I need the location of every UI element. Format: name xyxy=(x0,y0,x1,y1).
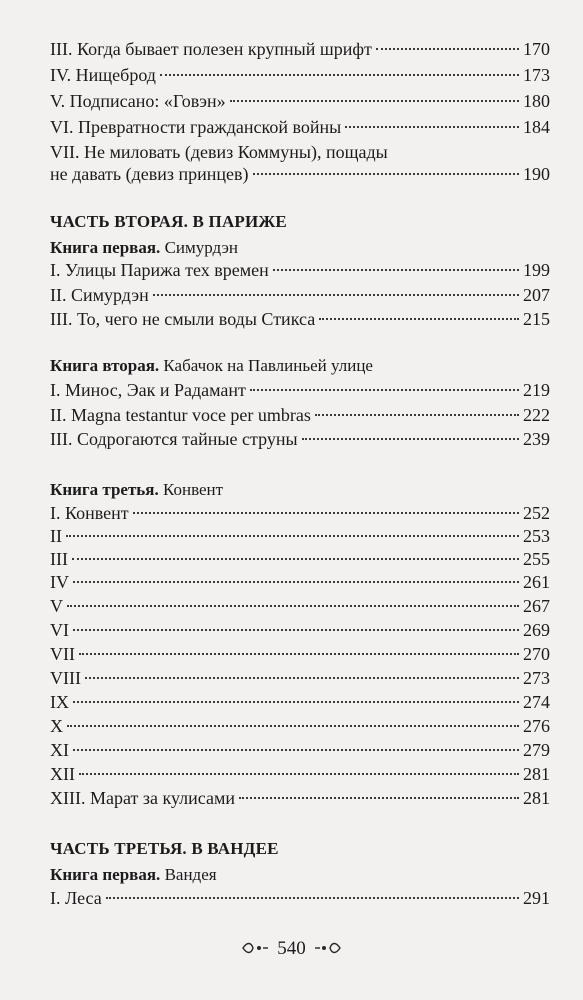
part-heading: ЧАСТЬ ВТОРАЯ. В ПАРИЖЕ xyxy=(50,212,287,231)
toc-entry-title: VI xyxy=(50,620,69,640)
toc-entry-page: 215 xyxy=(523,309,550,329)
toc-entry xyxy=(50,502,550,524)
toc-entry-page: 253 xyxy=(523,526,550,546)
toc-entry-title: II. Magna testantur voce per umbras xyxy=(50,405,311,425)
table-of-contents xyxy=(50,0,550,1000)
toc-entry xyxy=(50,428,550,450)
toc-entry xyxy=(50,525,550,547)
leader-dots xyxy=(239,797,519,799)
book-heading xyxy=(50,864,217,886)
book-heading xyxy=(50,479,223,501)
toc-entry-page: 222 xyxy=(523,405,550,425)
toc-entry xyxy=(50,404,550,426)
toc-entry-title: I. Конвент xyxy=(50,503,129,523)
leader-dots xyxy=(250,389,519,391)
toc-entry xyxy=(50,259,550,281)
toc-entry xyxy=(50,787,550,809)
toc-entry xyxy=(50,619,550,641)
toc-entry-page: 291 xyxy=(523,888,550,908)
leader-dots xyxy=(73,749,519,751)
toc-entry xyxy=(50,595,550,617)
toc-entry xyxy=(50,643,550,665)
book-label: Книга первая. xyxy=(50,238,161,257)
toc-entry-title: III xyxy=(50,549,68,569)
toc-entry-page: 255 xyxy=(523,549,550,569)
page-footer xyxy=(0,938,583,960)
toc-entry-title: IV. Нищеброд xyxy=(50,65,156,85)
part-heading: ЧАСТЬ ТРЕТЬЯ. В ВАНДЕЕ xyxy=(50,839,279,858)
book-name: Симурдэн xyxy=(164,238,238,257)
leader-dots xyxy=(230,100,519,102)
toc-entry xyxy=(50,667,550,689)
leader-dots xyxy=(66,535,519,537)
toc-entry xyxy=(50,691,550,713)
toc-entry-page: 219 xyxy=(523,380,550,400)
leader-dots xyxy=(273,269,519,271)
toc-entry-title: XIII. Марат за кулисами xyxy=(50,788,236,808)
toc-entry-title-line2: не давать (девиз принцев) xyxy=(50,164,249,184)
leader-dots xyxy=(345,126,519,128)
toc-entry-title-line1: VII. Не миловать (девиз Коммуны), пощады xyxy=(50,142,388,162)
leader-dots xyxy=(133,512,519,514)
leader-dots xyxy=(73,701,519,703)
toc-entry-title: X xyxy=(50,716,63,736)
toc-entry xyxy=(50,571,550,593)
toc-entry xyxy=(50,379,550,401)
toc-entry xyxy=(50,308,550,330)
toc-entry xyxy=(50,90,550,112)
leader-dots xyxy=(319,318,519,320)
book-heading xyxy=(50,355,373,377)
toc-entry-page: 170 xyxy=(523,39,550,59)
leader-dots xyxy=(67,725,519,727)
book-heading xyxy=(50,237,238,259)
toc-entry-title: III. Содрогаются тайные струны xyxy=(50,429,298,449)
leader-dots xyxy=(79,653,519,655)
toc-entry xyxy=(50,739,550,761)
toc-entry-page: 207 xyxy=(523,285,550,305)
toc-entry-page: 274 xyxy=(523,692,550,712)
toc-entry-page: 173 xyxy=(523,65,550,85)
page-number: 540 xyxy=(277,938,306,959)
book-label: Книга вторая. xyxy=(50,356,160,375)
book-label: Книга третья. xyxy=(50,480,159,499)
toc-entry xyxy=(50,163,550,185)
toc-entry xyxy=(50,763,550,785)
book-name: Вандея xyxy=(164,865,217,884)
toc-entry-title: II. Симурдэн xyxy=(50,285,149,305)
toc-entry xyxy=(50,887,550,909)
leader-dots xyxy=(79,773,519,775)
toc-entry-title: VI. Превратности гражданской войны xyxy=(50,117,342,137)
leader-dots xyxy=(67,605,519,607)
leader-dots xyxy=(160,74,519,76)
toc-entry-title: I. Леса xyxy=(50,888,102,908)
toc-entry-page: 190 xyxy=(523,164,550,184)
toc-entry-title: IX xyxy=(50,692,69,712)
toc-entry-title: VIII xyxy=(50,668,81,688)
toc-entry xyxy=(50,64,550,86)
ornament-left-icon xyxy=(241,939,269,960)
toc-entry-page: 276 xyxy=(523,716,550,736)
toc-entry xyxy=(50,116,550,138)
toc-entry-page: 270 xyxy=(523,644,550,664)
leader-dots xyxy=(72,558,519,560)
toc-entry-page: 279 xyxy=(523,740,550,760)
toc-entry-page: 239 xyxy=(523,429,550,449)
leader-dots xyxy=(85,677,519,679)
toc-entry-title: XII xyxy=(50,764,75,784)
leader-dots xyxy=(106,897,519,899)
toc-entry-page: 252 xyxy=(523,503,550,523)
toc-entry-page: 199 xyxy=(523,260,550,280)
toc-entry-title: III. То, чего не смыли воды Стикса xyxy=(50,309,316,329)
book-label: Книга первая. xyxy=(50,865,161,884)
toc-entry-page: 184 xyxy=(523,117,550,137)
toc-entry-page: 180 xyxy=(523,91,550,111)
toc-entry-page: 267 xyxy=(523,596,550,616)
leader-dots xyxy=(302,438,519,440)
toc-entry-page: 269 xyxy=(523,620,550,640)
toc-entry xyxy=(50,715,550,737)
toc-entry-page: 281 xyxy=(523,788,550,808)
toc-entry xyxy=(50,548,550,570)
toc-entry-title: IV xyxy=(50,572,69,592)
toc-entry-title: III. Когда бывает полезен крупный шрифт xyxy=(50,39,372,59)
leader-dots xyxy=(73,629,519,631)
toc-entry-title: V xyxy=(50,596,63,616)
ornament-right-icon xyxy=(314,939,342,960)
toc-entry-title: II xyxy=(50,526,62,546)
toc-entry-page: 273 xyxy=(523,668,550,688)
toc-entry-page: 261 xyxy=(523,572,550,592)
toc-entry-title: I. Улицы Парижа тех времен xyxy=(50,260,269,280)
toc-entry-title: XI xyxy=(50,740,69,760)
leader-dots xyxy=(73,581,519,583)
leader-dots xyxy=(315,414,519,416)
leader-dots xyxy=(153,294,519,296)
toc-entry-page: 281 xyxy=(523,764,550,784)
leader-dots xyxy=(253,173,519,175)
book-name: Кабачок на Павлиньей улице xyxy=(163,356,373,375)
toc-entry-title: VII xyxy=(50,644,75,664)
toc-entry xyxy=(50,284,550,306)
toc-entry-title: I. Минос, Эак и Радамант xyxy=(50,380,246,400)
toc-entry-title: V. Подписано: «Говэн» xyxy=(50,91,226,111)
leader-dots xyxy=(376,48,519,50)
toc-entry xyxy=(50,38,550,60)
book-name: Конвент xyxy=(162,480,224,499)
